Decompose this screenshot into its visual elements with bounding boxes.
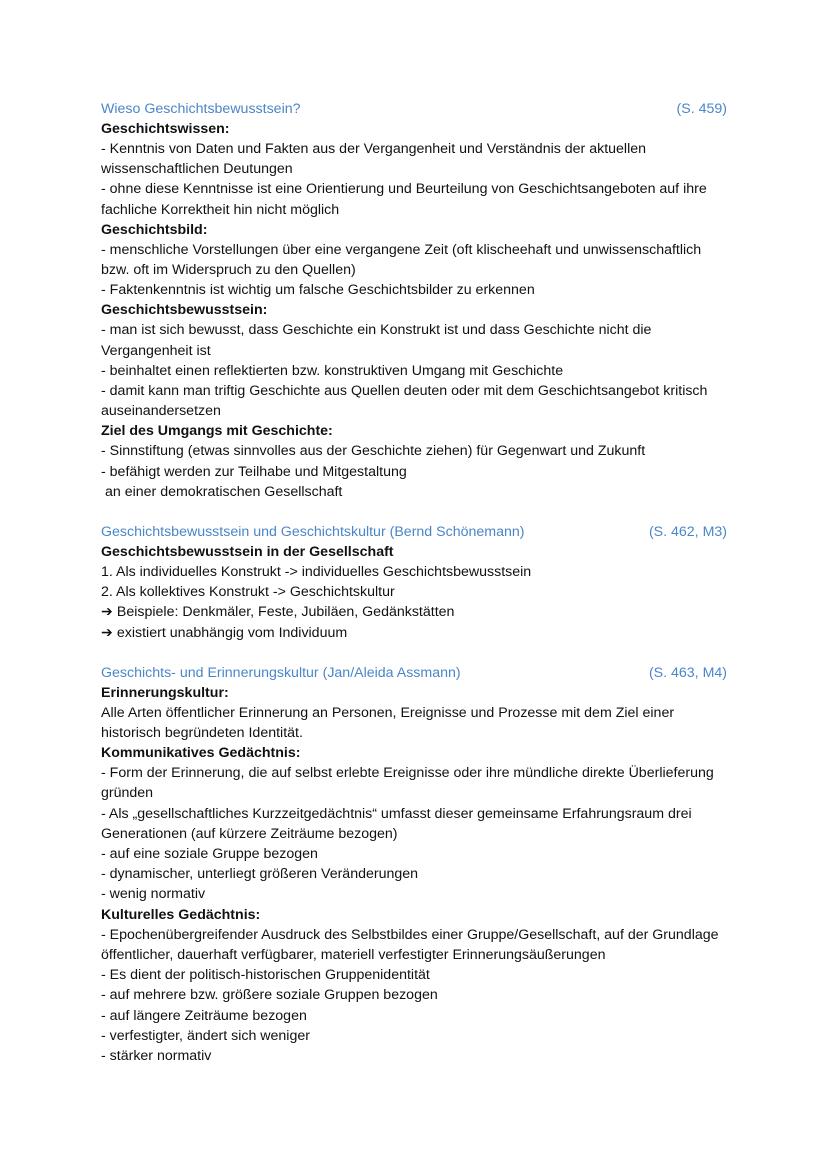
text-line: Alle Arten öffentlicher Erinnerung an Personen, Ereignisse und Prozesse mit dem Ziel einer historisch begründeten Identität. [101, 704, 675, 742]
subheading: Kommunikatives Gedächtnis: [101, 745, 301, 762]
section-2 [101, 522, 727, 643]
text-line: - man ist sich bewusst, dass Geschichte ein Konstrukt ist und dass Geschichte nicht die Vergangenheit ist [101, 322, 652, 359]
section-title: Geschichtsbewusstsein und Geschichtskultur (Bernd Schönemann) [101, 524, 525, 541]
arrow-bullet-item [101, 602, 727, 622]
arrow-bullet-text: Beispiele: Denkmäler, Feste, Jubiläen, Gedänkstätten [116, 604, 455, 621]
text-line: - damit kann man triftig Geschichte aus Quellen deuten oder mit dem Geschichtsangebot kritisch auseinandersetzen [101, 383, 708, 420]
section-heading [101, 522, 727, 542]
arrow-bullet-text: existiert unabhängig vom Individuum [116, 624, 348, 641]
section-heading [101, 99, 727, 119]
text-line: - Es dient der politisch-historischen Gruppenidentität [101, 967, 430, 984]
subheading: Geschichtswissen: [101, 121, 230, 137]
text-line: - auf mehrere bzw. größere soziale Gruppen bezogen [101, 987, 438, 1004]
text-line: - dynamischer, unterliegt größeren Veränderungen [101, 866, 419, 883]
text-line: - Faktenkenntnis ist wichtig um falsche Geschichtsbilder zu erkennen [101, 282, 535, 299]
text-line: 1. Als individuelles Konstrukt -> individuelles Geschichtsbewusstsein [101, 564, 532, 581]
section-3 [101, 663, 727, 1066]
text-line: - auf eine soziale Gruppe bezogen [101, 846, 318, 863]
page-reference: (S. 462, M3) [648, 524, 727, 541]
subheading: Kulturelles Gedächtnis: [101, 906, 261, 923]
text-line: - Sinnstiftung (etwas sinnvolles aus der Geschichte ziehen) für Gegenwart und Zukunft [101, 443, 646, 460]
text-line: - ohne diese Kenntnisse ist eine Orientierung und Beurteilung von Geschichtsangeboten auf ihre fachliche Korrektheit hin nicht möglich [101, 181, 707, 218]
text-line: - stärker normativ [101, 1047, 212, 1064]
text-line: - menschliche Vorstellungen über eine vergangene Zeit (oft klischeehaft und unwissenschaftlich bzw. oft im Widerspruch zu den Quellen) [101, 241, 702, 279]
text-line: - Als „gesellschaftliches Kurzzeitgedächtnis“ umfasst dieser gemeinsame Erfahrungsraum drei Generationen (auf kürzere Zeiträume bezogen) [101, 805, 692, 842]
arrow-right-icon: ➔ [101, 604, 113, 621]
text-line: - Epochenübergreifender Ausdruck des Selbstbildes einer Gruppe/Gesellschaft, auf der Grundlage öffentlicher, dauerhaft verfügbarer, materiell verfestigter Erinnerungsäußerungen [101, 926, 719, 963]
section-heading [101, 663, 727, 683]
section-title: Wieso Geschichtsbewusstsein? [101, 101, 301, 117]
text-line: - wenig normativ [101, 886, 206, 903]
text-line: 2. Als kollektives Konstrukt -> Geschichtskultur [101, 584, 395, 601]
section-title: Geschichts- und Erinnerungskultur (Jan/Aleida Assmann) [101, 664, 461, 681]
text-line: - verfestigter, ändert sich weniger [101, 1027, 310, 1044]
arrow-bullet-item [101, 623, 727, 643]
subheading: Geschichtsbewusstsein: [101, 302, 268, 319]
arrow-right-icon: ➔ [101, 624, 113, 641]
text-line: an einer demokratischen Gesellschaft [105, 483, 343, 500]
subheading: Geschichtsbewusstsein in der Gesellschaft [101, 544, 394, 561]
subheading: Ziel des Umgangs mit Geschichte: [101, 423, 333, 440]
subheading: Geschichtsbild: [101, 221, 208, 238]
text-line: - auf längere Zeiträume bezogen [101, 1007, 307, 1024]
text-line: - beinhaltet einen reflektierten bzw. konstruktiven Umgang mit Geschichte [101, 362, 564, 379]
text-line: - befähigt werden zur Teilhabe und Mitgestaltung [101, 463, 407, 480]
text-line: - Form der Erinnerung, die auf selbst erlebte Ereignisse oder ihre mündliche direkte Überlieferung gründen [101, 765, 714, 802]
section-1 [101, 99, 727, 502]
page-reference: (S. 459) [676, 101, 727, 117]
subheading: Erinnerungskultur: [101, 684, 229, 701]
text-line: - Kenntnis von Daten und Fakten aus der Vergangenheit und Verständnis der aktuellen wissenschaftlichen Deutungen [101, 141, 647, 178]
page-reference: (S. 463, M4) [648, 664, 727, 681]
